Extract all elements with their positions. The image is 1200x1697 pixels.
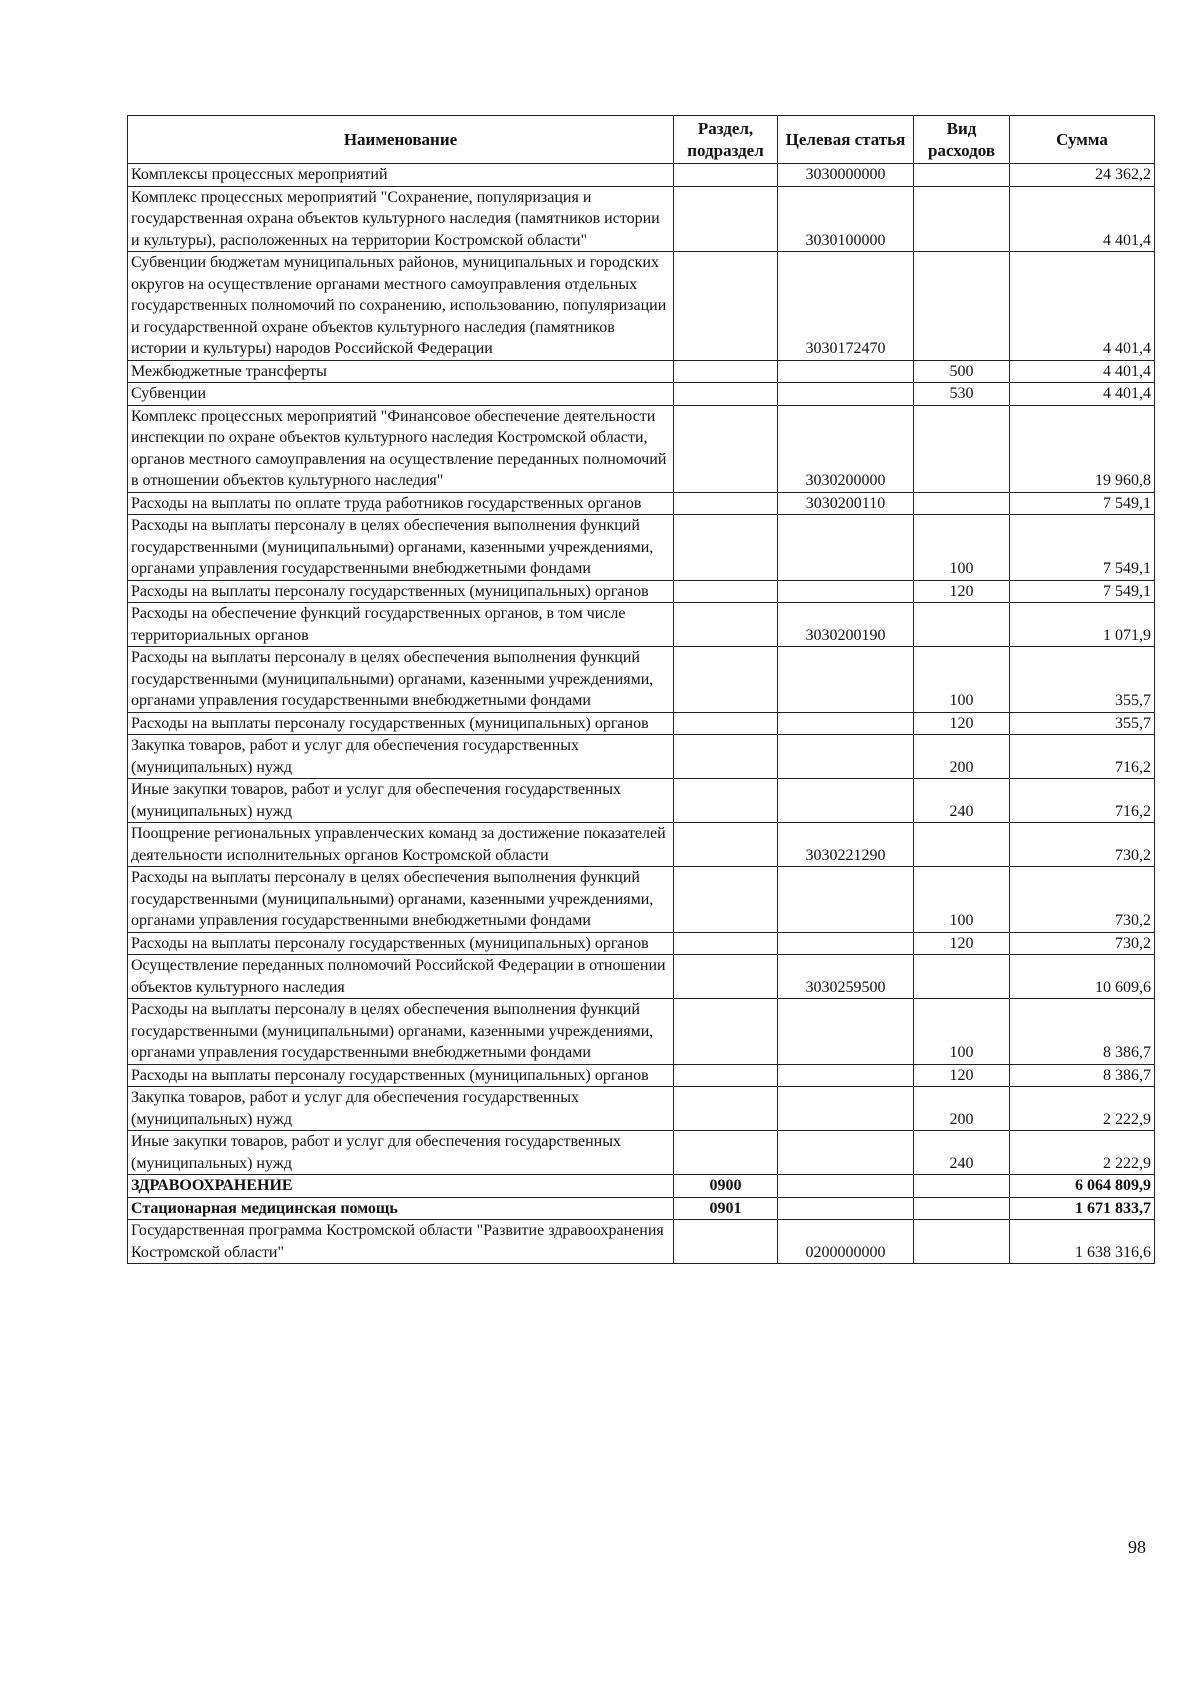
cell-name: Комплекс процессных мероприятий "Финансовое обеспечение деятельности инспекции по охране объектов культурного наследия Костромской области, органов местного самоуправления на осуществление переданных полномочий в отношении объектов культурного наследия" xyxy=(128,405,674,492)
table-row xyxy=(128,383,1155,406)
cell-sum: 10 609,6 xyxy=(1010,955,1155,999)
cell-article: 3030259500 xyxy=(778,955,914,999)
cell-sum: 2 222,9 xyxy=(1010,1087,1155,1131)
cell-article: 3030221290 xyxy=(778,823,914,867)
cell-name: ЗДРАВООХРАНЕНИЕ xyxy=(128,1175,674,1198)
cell-article xyxy=(778,360,914,383)
cell-vid: 200 xyxy=(914,735,1010,779)
cell-name: Расходы на выплаты персоналу государственных (муниципальных) органов xyxy=(128,932,674,955)
table-row xyxy=(128,1197,1155,1220)
cell-name: Осуществление переданных полномочий Российской Федерации в отношении объектов культурного наследия xyxy=(128,955,674,999)
page-number: 98 xyxy=(1128,1537,1146,1557)
cell-vid xyxy=(914,1175,1010,1198)
cell-vid xyxy=(914,1220,1010,1264)
table-row xyxy=(128,712,1155,735)
header-sum: Сумма xyxy=(1010,116,1155,164)
cell-razdel: 0900 xyxy=(674,1175,778,1198)
cell-razdel xyxy=(674,779,778,823)
cell-article xyxy=(778,1197,914,1220)
cell-vid: 500 xyxy=(914,360,1010,383)
cell-razdel xyxy=(674,405,778,492)
cell-vid: 120 xyxy=(914,932,1010,955)
table-row xyxy=(128,735,1155,779)
cell-name: Комплексы процессных мероприятий xyxy=(128,164,674,187)
cell-vid xyxy=(914,252,1010,361)
cell-article xyxy=(778,1131,914,1175)
cell-vid xyxy=(914,603,1010,647)
cell-razdel xyxy=(674,823,778,867)
cell-razdel xyxy=(674,1087,778,1131)
cell-vid: 530 xyxy=(914,383,1010,406)
cell-sum: 7 549,1 xyxy=(1010,492,1155,515)
cell-name: Закупка товаров, работ и услуг для обеспечения государственных (муниципальных) нужд xyxy=(128,735,674,779)
cell-name: Расходы на выплаты персоналу в целях обеспечения выполнения функций государственными (муниципальными) органами, казенными учреждениями, органами управления государственными внебюджетными фондами xyxy=(128,867,674,933)
cell-article: 3030200000 xyxy=(778,405,914,492)
cell-sum: 1 671 833,7 xyxy=(1010,1197,1155,1220)
header-razdel: Раздел, подраздел xyxy=(674,116,778,164)
cell-article xyxy=(778,383,914,406)
cell-article xyxy=(778,712,914,735)
table-row xyxy=(128,1064,1155,1087)
cell-vid xyxy=(914,186,1010,252)
cell-vid xyxy=(914,823,1010,867)
table-row xyxy=(128,252,1155,361)
table-body xyxy=(128,164,1155,1264)
cell-name: Стационарная медицинская помощь xyxy=(128,1197,674,1220)
cell-article: 3030200190 xyxy=(778,603,914,647)
cell-article: 3030172470 xyxy=(778,252,914,361)
cell-article xyxy=(778,867,914,933)
table-row xyxy=(128,186,1155,252)
cell-article xyxy=(778,515,914,581)
header-vid: Вид расходов xyxy=(914,116,1010,164)
cell-vid: 240 xyxy=(914,779,1010,823)
cell-name: Субвенции бюджетам муниципальных районов, муниципальных и городских округов на осуществление органами местного самоуправления отдельных государственных полномочий по сохранению, использованию, популяризации и государственной охране объектов культурного наследия (памятников истории и культуры) народов Российской Федерации xyxy=(128,252,674,361)
cell-sum: 1 638 316,6 xyxy=(1010,1220,1155,1264)
cell-article xyxy=(778,1175,914,1198)
cell-article xyxy=(778,779,914,823)
table-row xyxy=(128,779,1155,823)
cell-vid: 100 xyxy=(914,647,1010,713)
cell-razdel xyxy=(674,580,778,603)
cell-name: Расходы на выплаты персоналу государственных (муниципальных) органов xyxy=(128,580,674,603)
cell-name: Расходы на выплаты по оплате труда работников государственных органов xyxy=(128,492,674,515)
table-row xyxy=(128,955,1155,999)
table-row xyxy=(128,580,1155,603)
cell-name: Иные закупки товаров, работ и услуг для обеспечения государственных (муниципальных) нужд xyxy=(128,1131,674,1175)
cell-name: Расходы на выплаты персоналу государственных (муниципальных) органов xyxy=(128,1064,674,1087)
cell-razdel xyxy=(674,712,778,735)
cell-name: Расходы на выплаты персоналу в целях обеспечения выполнения функций государственными (муниципальными) органами, казенными учреждениями, органами управления государственными внебюджетными фондами xyxy=(128,647,674,713)
cell-sum: 1 071,9 xyxy=(1010,603,1155,647)
cell-name: Поощрение региональных управленческих команд за достижение показателей деятельности исполнительных органов Костромской области xyxy=(128,823,674,867)
table-row xyxy=(128,1220,1155,1264)
table-row xyxy=(128,1087,1155,1131)
cell-article xyxy=(778,735,914,779)
cell-sum: 8 386,7 xyxy=(1010,999,1155,1065)
cell-name: Расходы на выплаты персоналу государственных (муниципальных) органов xyxy=(128,712,674,735)
cell-name: Субвенции xyxy=(128,383,674,406)
table-header-row xyxy=(128,116,1155,164)
cell-sum: 6 064 809,9 xyxy=(1010,1175,1155,1198)
cell-razdel xyxy=(674,999,778,1065)
cell-sum: 716,2 xyxy=(1010,735,1155,779)
cell-sum: 4 401,4 xyxy=(1010,383,1155,406)
cell-article xyxy=(778,1087,914,1131)
cell-razdel xyxy=(674,955,778,999)
cell-razdel xyxy=(674,383,778,406)
cell-sum: 7 549,1 xyxy=(1010,515,1155,581)
cell-article xyxy=(778,932,914,955)
table-row xyxy=(128,405,1155,492)
cell-name: Расходы на выплаты персоналу в целях обеспечения выполнения функций государственными (муниципальными) органами, казенными учреждениями, органами управления государственными внебюджетными фондами xyxy=(128,515,674,581)
cell-sum: 4 401,4 xyxy=(1010,360,1155,383)
cell-razdel xyxy=(674,360,778,383)
table-row xyxy=(128,932,1155,955)
cell-sum: 730,2 xyxy=(1010,932,1155,955)
cell-sum: 355,7 xyxy=(1010,647,1155,713)
header-article: Целевая статья xyxy=(778,116,914,164)
table-row xyxy=(128,1175,1155,1198)
cell-razdel xyxy=(674,1131,778,1175)
cell-sum: 355,7 xyxy=(1010,712,1155,735)
cell-name: Расходы на выплаты персоналу в целях обеспечения выполнения функций государственными (муниципальными) органами, казенными учреждениями, органами управления государственными внебюджетными фондами xyxy=(128,999,674,1065)
cell-razdel xyxy=(674,735,778,779)
cell-vid: 120 xyxy=(914,712,1010,735)
cell-name: Расходы на обеспечение функций государственных органов, в том числе территориальных органов xyxy=(128,603,674,647)
table-row xyxy=(128,999,1155,1065)
cell-sum: 4 401,4 xyxy=(1010,252,1155,361)
cell-sum: 730,2 xyxy=(1010,823,1155,867)
cell-article xyxy=(778,580,914,603)
cell-razdel xyxy=(674,647,778,713)
cell-article: 3030000000 xyxy=(778,164,914,187)
cell-vid xyxy=(914,492,1010,515)
table-row xyxy=(128,492,1155,515)
cell-vid xyxy=(914,164,1010,187)
cell-razdel xyxy=(674,252,778,361)
cell-name: Государственная программа Костромской области "Развитие здравоохранения Костромской области" xyxy=(128,1220,674,1264)
table-row xyxy=(128,164,1155,187)
table-row xyxy=(128,1131,1155,1175)
cell-article xyxy=(778,1064,914,1087)
cell-vid: 100 xyxy=(914,999,1010,1065)
cell-article xyxy=(778,647,914,713)
cell-name: Закупка товаров, работ и услуг для обеспечения государственных (муниципальных) нужд xyxy=(128,1087,674,1131)
cell-sum: 4 401,4 xyxy=(1010,186,1155,252)
header-name: Наименование xyxy=(128,116,674,164)
cell-razdel xyxy=(674,932,778,955)
cell-article: 0200000000 xyxy=(778,1220,914,1264)
table-row xyxy=(128,515,1155,581)
cell-name: Иные закупки товаров, работ и услуг для обеспечения государственных (муниципальных) нужд xyxy=(128,779,674,823)
cell-article: 3030100000 xyxy=(778,186,914,252)
cell-sum: 8 386,7 xyxy=(1010,1064,1155,1087)
cell-sum: 19 960,8 xyxy=(1010,405,1155,492)
cell-sum: 2 222,9 xyxy=(1010,1131,1155,1175)
cell-razdel xyxy=(674,1064,778,1087)
table-row xyxy=(128,360,1155,383)
cell-razdel xyxy=(674,492,778,515)
cell-article xyxy=(778,999,914,1065)
cell-sum: 24 362,2 xyxy=(1010,164,1155,187)
table-row xyxy=(128,867,1155,933)
cell-vid: 120 xyxy=(914,1064,1010,1087)
cell-razdel xyxy=(674,1220,778,1264)
cell-razdel xyxy=(674,867,778,933)
cell-name: Комплекс процессных мероприятий "Сохранение, популяризация и государственная охрана объектов культурного наследия (памятников истории и культуры), расположенных на территории Костромской области" xyxy=(128,186,674,252)
cell-vid: 100 xyxy=(914,867,1010,933)
cell-razdel: 0901 xyxy=(674,1197,778,1220)
cell-vid xyxy=(914,1197,1010,1220)
cell-vid xyxy=(914,405,1010,492)
cell-vid: 240 xyxy=(914,1131,1010,1175)
cell-article: 3030200110 xyxy=(778,492,914,515)
cell-vid xyxy=(914,955,1010,999)
cell-sum: 730,2 xyxy=(1010,867,1155,933)
cell-sum: 716,2 xyxy=(1010,779,1155,823)
cell-razdel xyxy=(674,164,778,187)
budget-table xyxy=(127,115,1155,1264)
table-row xyxy=(128,823,1155,867)
cell-razdel xyxy=(674,603,778,647)
table-row xyxy=(128,603,1155,647)
cell-sum: 7 549,1 xyxy=(1010,580,1155,603)
cell-vid: 100 xyxy=(914,515,1010,581)
cell-razdel xyxy=(674,515,778,581)
cell-name: Межбюджетные трансферты xyxy=(128,360,674,383)
cell-vid: 200 xyxy=(914,1087,1010,1131)
table-row xyxy=(128,647,1155,713)
cell-razdel xyxy=(674,186,778,252)
cell-vid: 120 xyxy=(914,580,1010,603)
